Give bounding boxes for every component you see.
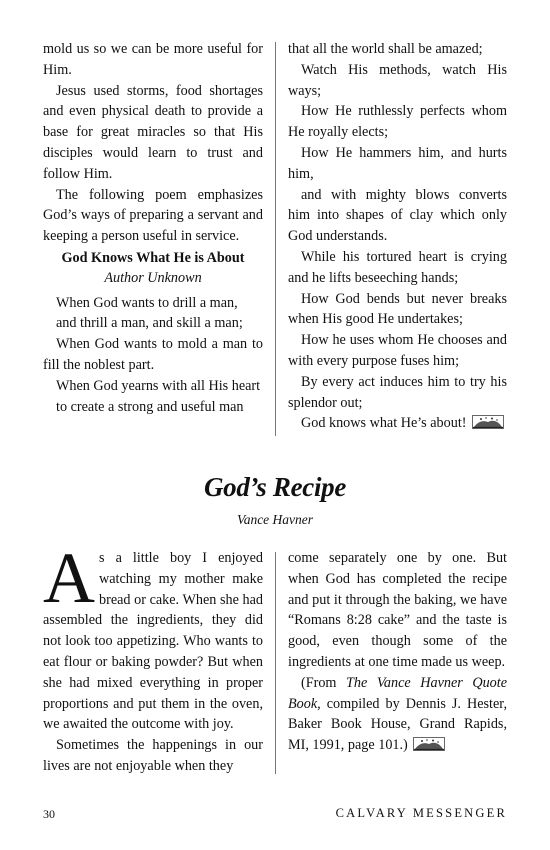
- bottom-left-column: [43, 538, 263, 777]
- poem-line: When God wants to drill a man,: [56, 294, 238, 311]
- paragraph-text: s a little boy I enjoyed watching my mother make bread or cake. When she had assembled the ingredients, they did not look too appetizing. Who wants to eat flour or baking powder? But when she had mixed everything in proper proportions and put them in the oven, we awaited the outcome with joy.: [43, 550, 263, 733]
- poem-line: How God bends but never breaks when His good He undertakes;: [288, 290, 507, 328]
- source-citation: [288, 673, 507, 756]
- paragraph: mold us so we can be more useful for Him.: [43, 41, 263, 78]
- top-right-column: [288, 39, 507, 434]
- poem-line: and with mighty blows converts him into shapes of clay which only God understands.: [288, 186, 507, 245]
- poem-line: and thrill a man, and skill a man;: [56, 315, 243, 332]
- poem-line-text: God knows what He’s about!: [301, 415, 467, 432]
- magazine-name: CALVARY MESSENGER: [335, 806, 507, 820]
- poem-line: By every act induces him to try his splendor out;: [288, 373, 507, 411]
- citation-book-title: The Vance Havner Quote Book,: [288, 674, 507, 712]
- poem-last-line: [288, 413, 507, 434]
- citation-rest: compiled by Dennis J. Hester, Baker Book House, Grand Rapids, MI, 1991, page 101.): [288, 695, 507, 754]
- paragraph: Sometimes the happenings in our lives are not enjoyable when they: [43, 737, 263, 774]
- end-ornament-icon: [472, 415, 504, 429]
- poem-line: Watch His methods, watch His ways;: [288, 61, 507, 99]
- poem-title: God Knows What He is About: [61, 249, 245, 266]
- bottom-right-column: [288, 548, 507, 756]
- top-left-column: [43, 39, 263, 417]
- column-divider: [275, 42, 276, 436]
- column-divider: [275, 552, 276, 774]
- poem-line: When God yearns with all His heart: [56, 377, 261, 394]
- poem-author: Author Unknown: [104, 269, 202, 286]
- paragraph: The following poem emphasizes God’s ways of preparing a servant and keeping a person useful in service.: [43, 186, 263, 245]
- paragraph: [43, 538, 263, 735]
- article-byline: Vance Havner: [236, 512, 314, 527]
- paragraph: come separately one by one. But when God has completed the recipe and put it through the baking, we have “Romans 8:28 cake” and the taste is good, even though some of the ingredients at one time made us weep.: [288, 550, 507, 670]
- article-title: God’s Recipe: [203, 472, 347, 502]
- page-number: 30: [43, 807, 55, 821]
- end-ornament-icon: [413, 737, 445, 751]
- poem-line: While his tortured heart is crying and he lifts beseeching hands;: [288, 248, 507, 286]
- citation-prefix: (From: [301, 674, 347, 691]
- poem-line: How He hammers him, and hurts him,: [288, 144, 507, 182]
- drop-cap: A: [43, 538, 95, 618]
- paragraph: Jesus used storms, food shortages and even physical death to provide a base for great miracles so that His disciples would learn to trust and follow Him.: [43, 82, 263, 182]
- poem-line: How he uses whom He chooses and with every purpose fuses him;: [288, 332, 507, 369]
- poem-line: that all the world shall be amazed;: [288, 41, 483, 57]
- poem-line: When God wants to mold a man to fill the noblest part.: [43, 336, 263, 373]
- poem-line: to create a strong and useful man: [56, 398, 244, 415]
- poem-line: How He ruthlessly perfects whom He royally elects;: [288, 103, 507, 141]
